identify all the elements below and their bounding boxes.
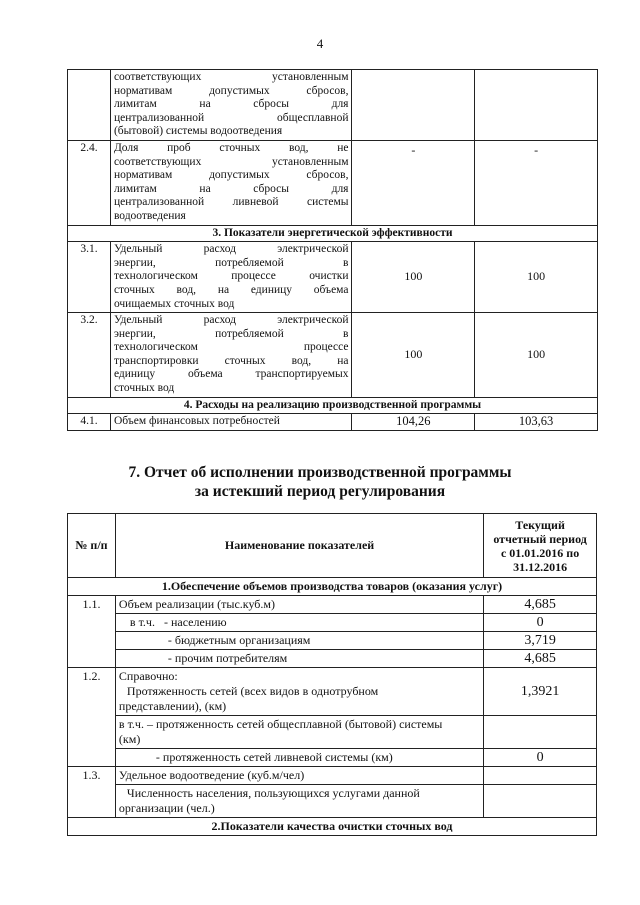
section-row [68,397,598,414]
row-value: 100 [352,313,475,398]
row-value [475,70,598,141]
table-row [68,242,598,313]
row-value: 103,63 [475,414,598,431]
row-label: Удельный расход электрической энергии, потребляемой в технологическом процессе транспортировки сточных вод, на единицу объема транспортируемых сточных вод [110,313,352,398]
row-value: 4,685 [484,596,597,614]
table-row [68,785,597,818]
row-label: Численность населения, пользующихся услугами данной организации (чел.) [115,785,483,818]
row-value: 3,719 [484,632,597,650]
row-num: 3.2. [68,313,111,398]
row-value: 0 [484,749,597,767]
row-value: 100 [352,242,475,313]
row-label: соответствующих установленным нормативам допустимых сбросов, лимитам на сбросы для централизованной общесплавной (бытовой) системы водоотведения [110,70,352,141]
table-row [68,632,597,650]
table-row [68,313,598,398]
row-value [352,70,475,141]
row-label: Удельный расход электрической энергии, потребляемой в технологическом процессе очистки сточных вод, на единицу объема очищаемых сточных вод [110,242,352,313]
row-label: Удельное водоотведение (куб.м/чел) [115,767,483,785]
table-row [68,749,597,767]
row-label: - протяженность сетей ливневой системы (км) [115,749,483,767]
header-period: Текущий отчетный период с 01.01.2016 по 31.12.2016 [484,514,597,578]
section-title: 3. Показатели энергетической эффективности [68,225,598,242]
row-label: Справочно: Протяженность сетей (всех видов в однотрубном представлении), (км) [115,668,483,716]
report-table [67,513,597,836]
row-label: Объем финансовых потребностей [110,414,352,431]
table-row [68,140,598,225]
row-label: - прочим потребителям [115,650,483,668]
row-value: 100 [475,242,598,313]
row-value: - [352,140,475,225]
row-num: 1.2. [68,668,116,767]
row-value: 1,3921 [484,668,597,716]
row-num: 2.4. [68,140,111,225]
header-num: № п/п [68,514,116,578]
section-title: 4. Расходы на реализацию производственной программы [68,397,598,414]
row-value [484,767,597,785]
row-label: в т.ч. – протяженность сетей общесплавной (бытовой) системы (км) [115,716,483,749]
table-row [68,70,598,141]
row-num: 1.3. [68,767,116,818]
section-row [68,818,597,836]
row-label: Доля проб сточных вод, не соответствующих установленным нормативам допустимых сбросов, лимитам на сбросы для централизованной ливневой системы водоотведения [110,140,352,225]
table-row [68,614,597,632]
row-value [484,716,597,749]
table-row [68,767,597,785]
section-2-title: 2.Показатели качества очистки сточных вод [68,818,597,836]
section-1-title: 1.Обеспечение объемов производства товаров (оказания услуг) [68,578,597,596]
table-row [68,596,597,614]
row-label: - бюджетным организациям [115,632,483,650]
row-num: 4.1. [68,414,111,431]
table-row [68,716,597,749]
row-value: 104,26 [352,414,475,431]
row-num [68,70,111,141]
table-row [68,650,597,668]
header-name: Наименование показателей [115,514,483,578]
row-num: 3.1. [68,242,111,313]
header-row [68,514,597,578]
row-label: Объем реализации (тыс.куб.м) [115,596,483,614]
section-row [68,225,598,242]
row-value: 4,685 [484,650,597,668]
section-row [68,578,597,596]
table-row [68,414,598,431]
row-value: 0 [484,614,597,632]
row-value: - [475,140,598,225]
indicators-table-continued [67,69,598,431]
page-number: 4 [316,36,324,51]
section-7-title: 7. Отчет об исполнении производственной программы за истекший период регулирования [128,464,512,500]
table-row [68,668,597,716]
row-label: в т.ч. - населению [115,614,483,632]
row-num: 1.1. [68,596,116,668]
row-value [484,785,597,818]
row-value: 100 [475,313,598,398]
